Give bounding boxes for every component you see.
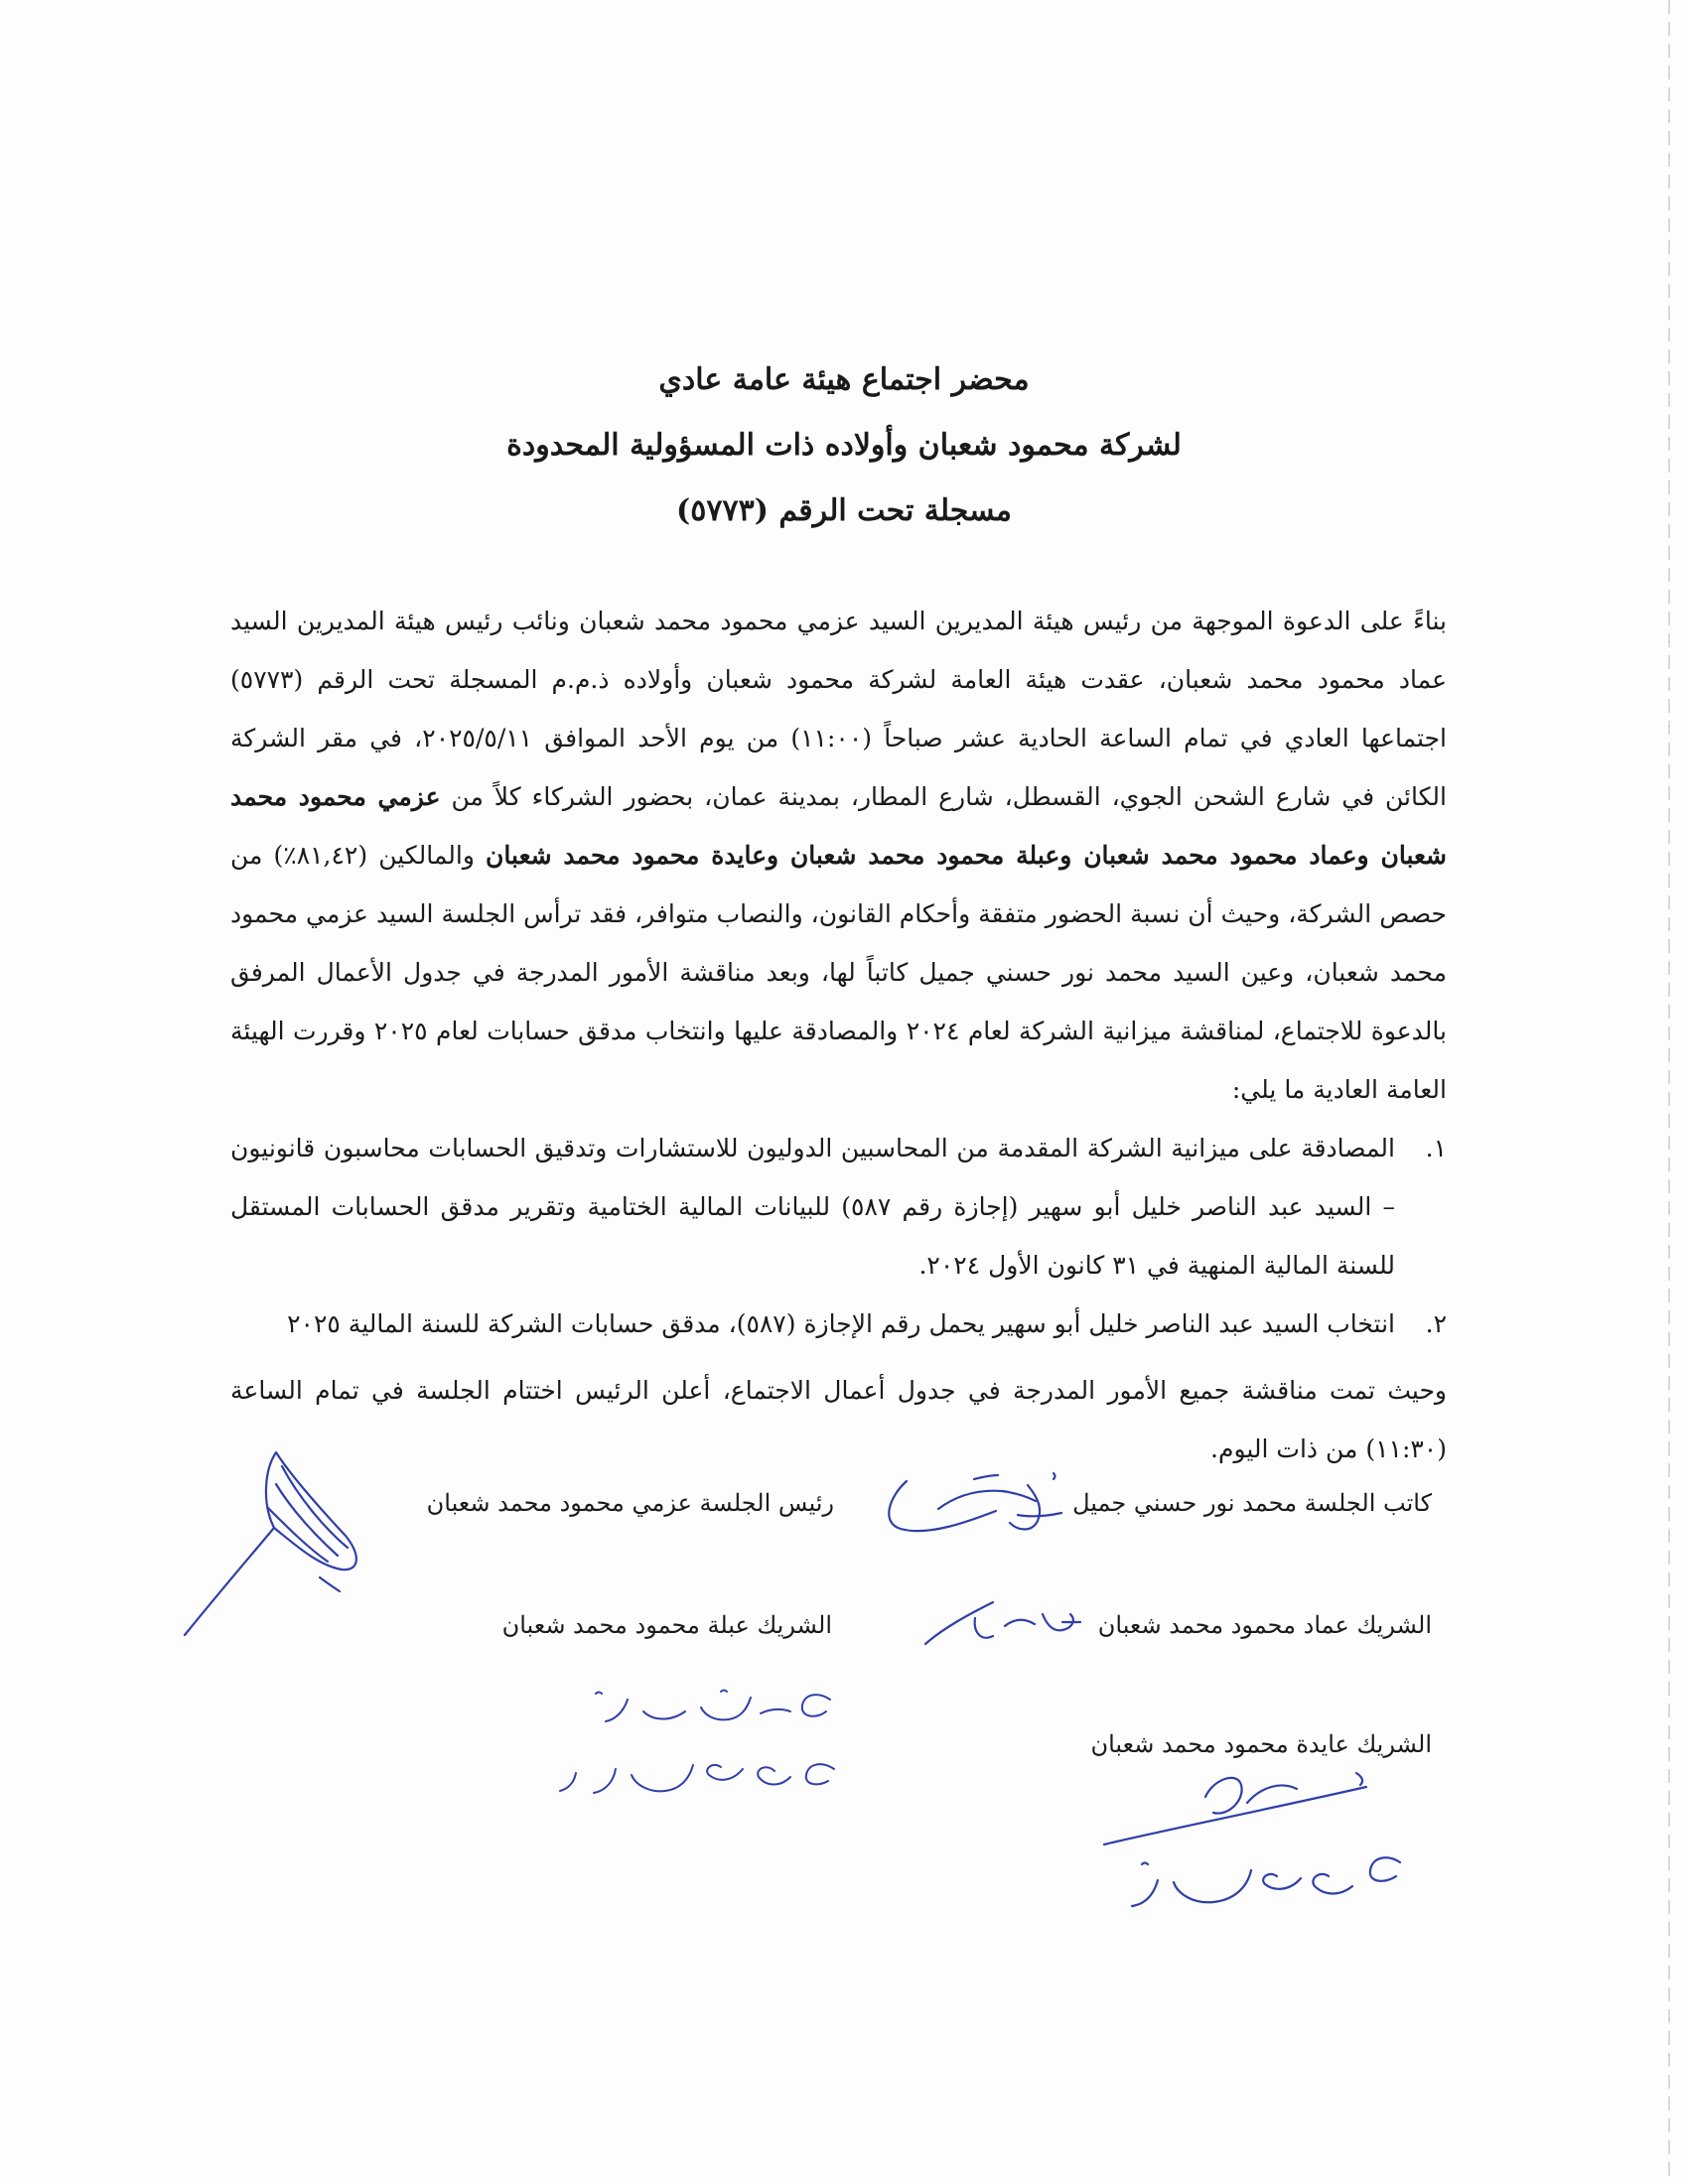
partner-abla-signature bbox=[556, 1678, 854, 1807]
chairman-signature-label: رئيس الجلسة عزمي محمود محمد شعبان bbox=[426, 1489, 834, 1517]
minutes-body bbox=[230, 592, 1447, 1478]
secretary-signature-label: كاتب الجلسة محمد نور حسني جميل bbox=[1072, 1489, 1432, 1517]
title-line-1: محضر اجتماع هيئة عامة عادي bbox=[658, 362, 1030, 397]
resolution-item bbox=[230, 1295, 1447, 1353]
opening-paragraph bbox=[230, 592, 1447, 1119]
resolution-number: ٢. bbox=[1425, 1309, 1447, 1338]
chairman-signature bbox=[179, 1444, 377, 1643]
partner-imad-signature bbox=[914, 1588, 1092, 1658]
closing-paragraph: وحيث تمت مناقشة جميع الأمور المدرجة في جدول أعمال الاجتماع، أعلن الرئيس اختتام الجلسة في تمام الساعة (١١:٣٠) من ذات اليوم. bbox=[230, 1376, 1447, 1463]
resolution-text: المصادقة على ميزانية الشركة المقدمة من المحاسبين الدوليون للاستشارات وتدقيق الحسابات محاسبون قانونيون – السيد عبد الناصر خليل أبو سهير (إجازة رقم ٥٨٧) للبيانات المالية الختامية وتقرير مدقق الحسابات المستقل للسنة المالية المنهية في ٣١ كانون الأول ٢٠٢٤. bbox=[230, 1134, 1395, 1280]
resolution-number: ١. bbox=[1425, 1134, 1447, 1162]
partner-aida-signature-label: الشريك عايدة محمود محمد شعبان bbox=[1090, 1730, 1432, 1758]
title-line-2: لشركة محمود شعبان وأولاده ذات المسؤولية المحدودة bbox=[506, 428, 1182, 463]
scan-edge bbox=[1668, 0, 1670, 2184]
document-title bbox=[298, 347, 1390, 544]
partners-names: عزمي محمود محمد شعبان وعماد محمود محمد شعبان وعبلة محمود محمد شعبان وعايدة محمود محمد شعبان bbox=[230, 782, 1447, 870]
opening-text-continued: والمالكين (٨١,٤٢٪) من حصص الشركة، وحيث أن نسبة الحضور متفقة وأحكام القانون، والنصاب متوافر، فقد ترأس الجلسة السيد عزمي محمود محمد شعبان، وعين السيد محمد نور حسني جميل كاتباً لها، وبعد مناقشة الأمور المدرجة في جدول الأعمال المرفق بالدعوة للاجتماع، لمناقشة ميزانية الشركة لعام ٢٠٢٤ والمصادقة عليها وانتخاب مدقق حسابات لعام ٢٠٢٥ وقررت الهيئة العامة العادية ما يلي: bbox=[230, 841, 1447, 1104]
resolution-item bbox=[230, 1119, 1447, 1295]
title-line-3: مسجلة تحت الرقم (٥٧٧٣) bbox=[676, 493, 1012, 528]
secretary-signature bbox=[879, 1467, 1077, 1547]
resolution-text: انتخاب السيد عبد الناصر خليل أبو سهير يحمل رقم الإجازة (٥٨٧)، مدقق حسابات الشركة للسنة المالية ٢٠٢٥ bbox=[287, 1309, 1395, 1338]
partner-aida-signature bbox=[1102, 1767, 1440, 1956]
partner-abla-signature-label: الشريك عبلة محمود محمد شعبان bbox=[501, 1611, 832, 1639]
opening-text: بناءً على الدعوة الموجهة من رئيس هيئة المديرين السيد عزمي محمود محمد شعبان ونائب رئيس هيئة المديرين السيد عماد محمود محمد شعبان، عقدت هيئة العامة لشركة محمود شعبان وأولاده ذ.م.م المسجلة تحت الرقم (٥٧٧٣) اجتماعها العادي في تمام الساعة الحادية عشر صباحاً (١١:٠٠) من يوم الأحد الموافق ٢٠٢٥/٥/١١، في مقر الشركة الكائن في شارع الشحن الجوي، القسطل، شارع المطار، بمدينة عمان، بحضور الشركاء كلاً من bbox=[230, 607, 1448, 811]
partner-imad-signature-label: الشريك عماد محمود محمد شعبان bbox=[1097, 1611, 1432, 1639]
